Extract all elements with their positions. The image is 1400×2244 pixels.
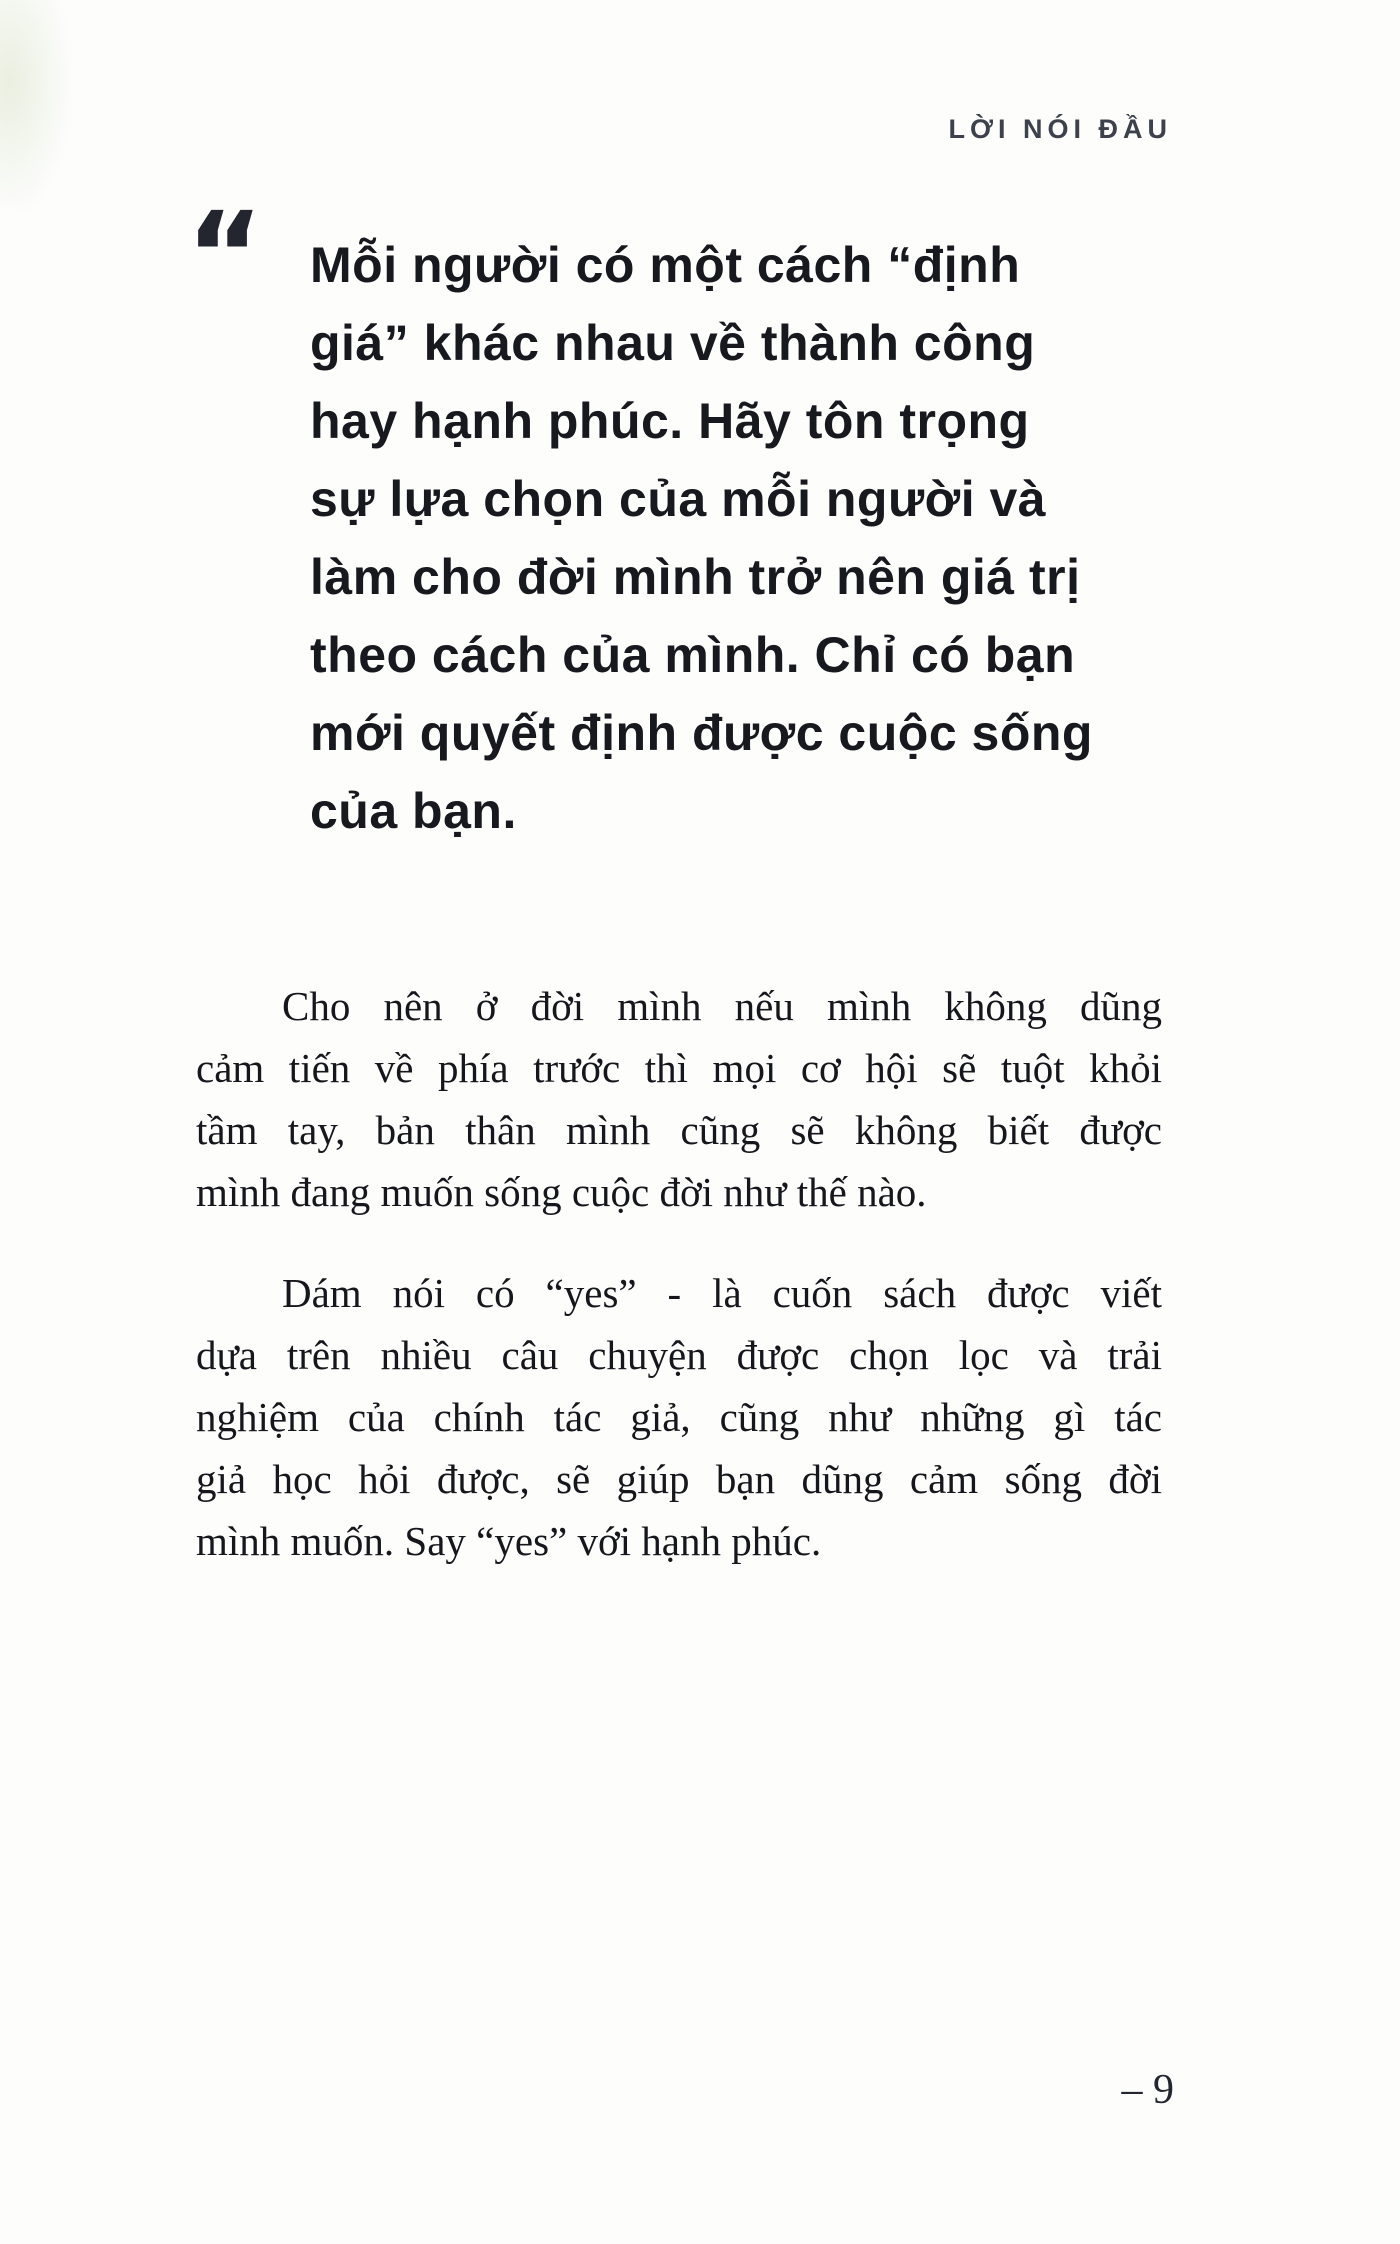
- paragraph-line: cảm tiến về phía trước thì mọi cơ hội sẽ tuột khỏi: [196, 1045, 1162, 1091]
- paragraph-line: Dám nói có “yes” - là cuốn sách được viết: [282, 1270, 1162, 1316]
- paragraph-line: nghiệm của chính tác giả, cũng như những gì tác: [196, 1394, 1162, 1440]
- paragraph-line: mình muốn. Say “yes” với hạnh phúc.: [196, 1518, 822, 1564]
- page-number: – 9: [1121, 2067, 1174, 2113]
- quote-line: của bạn.: [310, 783, 517, 839]
- pull-quote: [310, 226, 1170, 850]
- body-paragraph-2: [196, 1262, 1162, 1572]
- quote-line: giá” khác nhau về thành công: [310, 315, 1036, 371]
- body-paragraph-1: [196, 975, 1162, 1223]
- running-head: LỜI NÓI ĐẦU: [948, 114, 1172, 144]
- opening-quote-mark-icon: “: [186, 186, 264, 324]
- quote-line: hay hạnh phúc. Hãy tôn trọng: [310, 393, 1030, 449]
- quote-line: sự lựa chọn của mỗi người và: [310, 471, 1047, 527]
- scan-smudge: [0, 0, 75, 220]
- paragraph-line: dựa trên nhiều câu chuyện được chọn lọc và trải: [196, 1332, 1162, 1378]
- paragraph-line: mình đang muốn sống cuộc đời như thế nào.: [196, 1169, 927, 1215]
- paragraph-line: giả học hỏi được, sẽ giúp bạn dũng cảm sống đời: [196, 1456, 1162, 1502]
- paragraph-line: Cho nên ở đời mình nếu mình không dũng: [282, 983, 1162, 1029]
- quote-line: mới quyết định được cuộc sống: [310, 705, 1093, 761]
- paragraph-line: tầm tay, bản thân mình cũng sẽ không biết được: [196, 1107, 1162, 1153]
- quote-line: theo cách của mình. Chỉ có bạn: [310, 627, 1076, 683]
- quote-line: làm cho đời mình trở nên giá trị: [310, 549, 1081, 605]
- quote-line: Mỗi người có một cách “định: [310, 237, 1021, 293]
